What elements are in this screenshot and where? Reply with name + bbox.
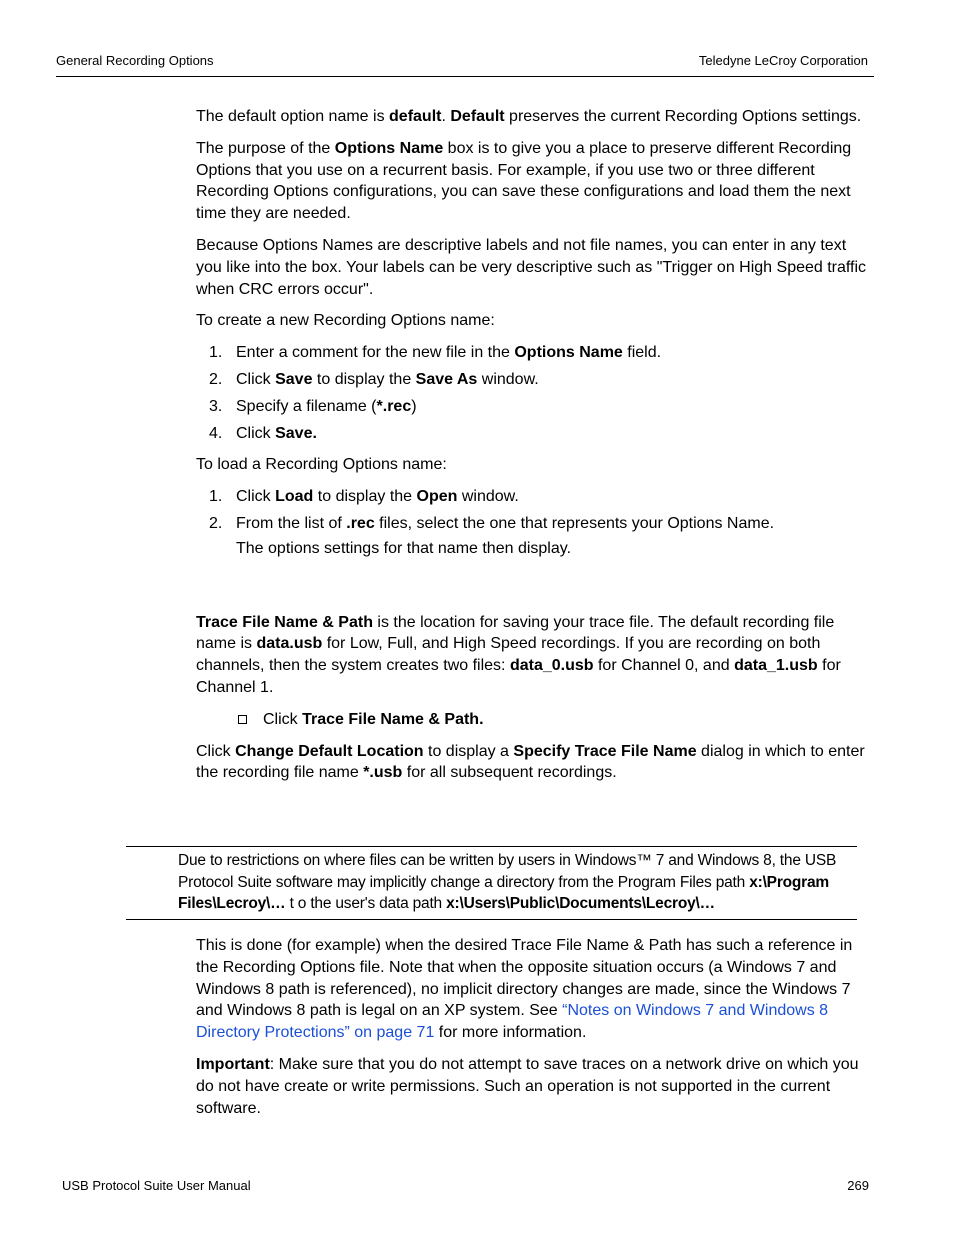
load-result-note: The options settings for that name then display. <box>236 539 572 557</box>
list-item: 3. Specify a filename (*.rec) <box>209 397 417 415</box>
running-header-section: General Recording Options <box>56 53 214 68</box>
create-intro: To create a new Recording Options name: <box>196 312 495 330</box>
trace-file-paragraph: Trace File Name & Path is the location for saving your trace file. The default recording file name is data.usb for Low, Full, and High Speed recordings. If you are recording on both channels, then the system creates two files: data_0.usb for Channel 0, and data_1.usb for Channel 1. <box>196 613 841 696</box>
checkbox-bullet-icon <box>238 715 247 724</box>
header-rule <box>56 76 874 77</box>
closing-content <box>196 935 876 1129</box>
page-number: 269 <box>847 1178 869 1193</box>
main-content <box>196 106 876 794</box>
note-box: Due to restrictions on where files can be written by users in Windows™ 7 and Windows 8, the USB Protocol Suite software may implicitly change a directory from the Program Files path x:\Program Files\Lecroy\… t o the user's data path x:\Users\Public\Documents\Lecroy\… <box>126 846 857 920</box>
windows-directory-protections-link[interactable]: “Notes on Windows 7 and Windows 8 Directory Protections” on page 71 <box>196 1002 829 1042</box>
running-header-company: Teledyne LeCroy Corporation <box>698 53 868 68</box>
change-location-paragraph: Click Change Default Location to display a Specify Trace File Name dialog in which to enter the recording file name *.usb for all subsequent recordings. <box>196 742 865 782</box>
load-steps-list <box>196 486 876 559</box>
directory-change-paragraph: This is done (for example) when the desired Trace File Name & Path has such a reference in the Recording Options file. Note that when the opposite situation occurs (a Windows 7 and Windows 8 path is referenced), no implicit directory changes are made, since the Windows 7 and Windows 8 path is legal on an XP system. See “Notes on Windows 7 and Windows 8 Directory Protections” on page 71 for more information. <box>196 937 853 1042</box>
default-option-paragraph: The default option name is default. Default preserves the current Recording Options settings. <box>196 108 862 125</box>
list-item: 4. Click Save. <box>209 424 317 442</box>
trace-file-bullet: Click Trace File Name & Path. <box>196 709 876 731</box>
options-name-purpose-paragraph: The purpose of the Options Name box is to give you a place to preserve different Recording Options that you use on a recurrent basis. For example, if you use two or three different Recording Options configurations, you can save these configurations and load them the next time they are needed. <box>196 139 852 223</box>
footer-title: USB Protocol Suite User Manual <box>62 1178 251 1193</box>
list-item: 2. From the list of .rec files, select the one that represents your Options Name. The options settings for that name then display. <box>196 513 876 560</box>
create-steps-list <box>196 342 876 444</box>
descriptive-labels-paragraph: Because Options Names are descriptive labels and not file names, you can enter in any text you like into the box. Your labels can be very descriptive such as "Trigger on High Speed traffic when CRC errors occur". <box>196 236 867 298</box>
list-item: 2. Click Save to display the Save As window. <box>209 370 539 388</box>
list-item: 1. Click Load to display the Open window. <box>209 488 519 506</box>
load-intro: To load a Recording Options name: <box>196 456 447 474</box>
list-item: 1. Enter a comment for the new file in the Options Name field. <box>209 344 662 362</box>
important-paragraph: Important: Make sure that you do not attempt to save traces on a network drive on which you do not have create or write permissions. Such an operation is not supported in the current software. <box>196 1055 859 1117</box>
